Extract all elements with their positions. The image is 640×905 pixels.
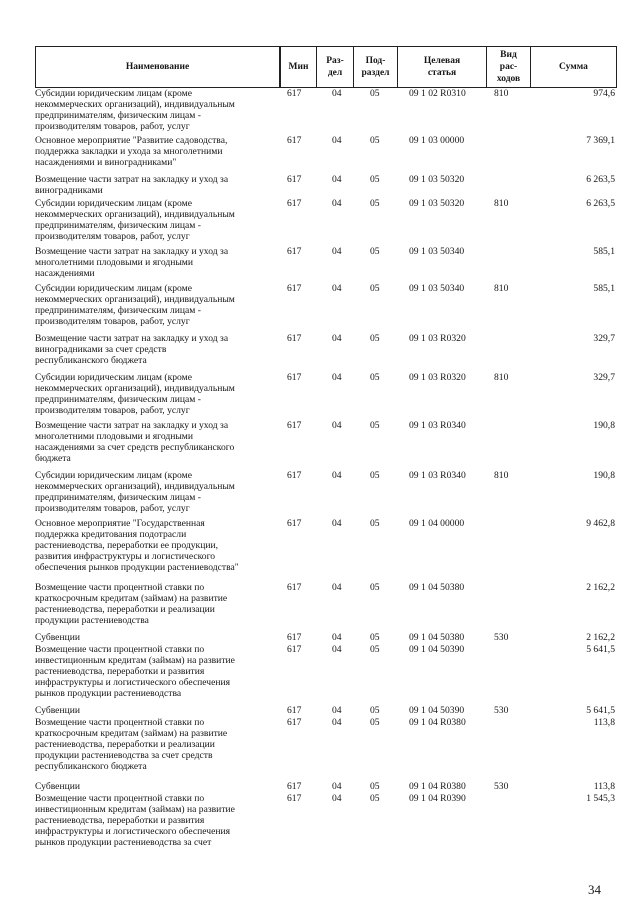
row-sum: 9 462,8 [586, 518, 615, 529]
row-vid: 810 [494, 198, 509, 209]
row-name-line: Основное мероприятие "Развитие садоводства, [35, 135, 228, 146]
row-sum: 2 162,2 [586, 582, 615, 593]
row-name-line: Возмещение части процентной ставки по [35, 793, 205, 804]
row-podrazdel: 05 [370, 174, 380, 185]
row-name [35, 470, 275, 514]
header-min: Мин [280, 46, 317, 88]
row-sum: 190,8 [593, 420, 615, 431]
row-target: 09 1 03 00000 [409, 135, 465, 146]
row-podrazdel: 05 [370, 420, 380, 431]
row-podrazdel: 05 [370, 372, 380, 383]
row-name-line: растениеводства, переработки и реализации [35, 739, 215, 751]
row-razdel: 04 [332, 246, 342, 257]
row-min: 617 [287, 582, 302, 593]
row-name-line: растениеводства, переработки ее продукции, [35, 540, 219, 552]
row-name-line: инфраструктуры и логистического обеспечения [35, 826, 231, 838]
row-razdel: 04 [332, 470, 342, 481]
row-name-line: обеспечения рынков продукции растениеводства" [35, 562, 239, 574]
row-razdel: 04 [332, 644, 342, 655]
row-name-line: бюджета [35, 453, 71, 465]
row-name-line: продукции растениеводства [35, 615, 149, 627]
row-name-line: Возмещение части процентной ставки по [35, 717, 205, 728]
row-name-line: многолетними плодовыми и ягодными [35, 257, 194, 269]
row-min: 617 [287, 793, 302, 804]
row-name [35, 717, 275, 772]
row-name-line: насаждениями и виноградниками" [35, 157, 177, 169]
row-razdel: 04 [332, 333, 342, 344]
row-name-line: продукции растениеводства за счет средств [35, 750, 213, 762]
row-target: 09 1 04 R0380 [409, 781, 466, 792]
row-name [35, 174, 275, 196]
row-name-line: краткосрочным кредитам (займам) на развитие [35, 728, 228, 740]
row-target: 09 1 03 R0320 [409, 333, 466, 344]
row-razdel: 04 [332, 372, 342, 383]
row-name-line: производителям товаров, работ, услуг [35, 405, 190, 417]
row-name-line: многолетними плодовыми и ягодными [35, 431, 194, 443]
row-sum: 7 369,1 [586, 135, 615, 146]
row-vid: 810 [494, 283, 509, 294]
row-target: 09 1 04 50380 [409, 582, 465, 593]
row-min: 617 [287, 632, 302, 643]
row-name-line: насаждениями [35, 268, 95, 280]
row-name [35, 135, 275, 168]
row-name-line: рынков продукции растениеводства за счет [35, 837, 212, 849]
row-name-line: насаждениями за счет средств республиканского [35, 442, 235, 454]
row-min: 617 [287, 420, 302, 431]
row-name-line: растениеводства, переработки и развития [35, 815, 205, 827]
row-razdel: 04 [332, 705, 342, 716]
row-name-line: производителям товаров, работ, услуг [35, 231, 190, 243]
row-name-line: производителям товаров, работ, услуг [35, 121, 190, 133]
row-podrazdel: 05 [370, 781, 380, 792]
row-name [35, 198, 275, 242]
row-name [35, 420, 275, 464]
row-name-line: Возмещение части затрат на закладку и уход за [35, 246, 229, 257]
row-min: 617 [287, 705, 302, 716]
row-name-line: виноградниками за счет средств [35, 344, 167, 356]
row-min: 617 [287, 135, 302, 146]
row-min: 617 [287, 88, 302, 99]
row-name-line: Субсидии юридическим лицам (кроме [35, 198, 192, 209]
row-target: 09 1 03 R0320 [409, 372, 466, 383]
row-name [35, 283, 275, 327]
row-vid: 810 [494, 470, 509, 481]
row-sum: 329,7 [593, 333, 615, 344]
row-razdel: 04 [332, 518, 342, 529]
row-sum: 1 545,3 [586, 793, 615, 804]
row-min: 617 [287, 174, 302, 185]
row-vid: 530 [494, 705, 509, 716]
row-min: 617 [287, 246, 302, 257]
row-name [35, 88, 275, 132]
row-min: 617 [287, 644, 302, 655]
row-sum: 6 263,5 [586, 174, 615, 185]
header-podrazdel: Под- раздел [353, 46, 398, 88]
row-podrazdel: 05 [370, 470, 380, 481]
row-name-line: республиканского бюджета [35, 355, 147, 367]
row-name-line: производителям товаров, работ, услуг [35, 503, 190, 515]
row-min: 617 [287, 198, 302, 209]
row-target: 09 1 03 50340 [409, 283, 465, 294]
row-name-line: Субвенции [35, 781, 80, 792]
row-sum: 6 263,5 [586, 198, 615, 209]
row-sum: 5 641,5 [586, 705, 615, 716]
row-podrazdel: 05 [370, 333, 380, 344]
row-podrazdel: 05 [370, 198, 380, 209]
row-razdel: 04 [332, 88, 342, 99]
row-podrazdel: 05 [370, 582, 380, 593]
row-name-line: Возмещение части затрат на закладку и уход за [35, 174, 229, 185]
row-target: 09 1 04 50390 [409, 705, 465, 716]
row-target: 09 1 04 00000 [409, 518, 465, 529]
row-podrazdel: 05 [370, 88, 380, 99]
row-min: 617 [287, 372, 302, 383]
page-number: 34 [588, 882, 601, 897]
row-name-line: Субвенции [35, 632, 80, 643]
row-target: 09 1 03 R0340 [409, 420, 466, 431]
row-name-line: поддержка закладки и ухода за многолетними [35, 146, 223, 158]
row-name-line: республиканского бюджета [35, 761, 147, 773]
row-razdel: 04 [332, 198, 342, 209]
row-sum: 974,6 [593, 88, 615, 99]
row-name-line: растениеводства, переработки и реализации [35, 604, 215, 616]
row-target: 09 1 04 R0380 [409, 717, 466, 728]
row-name-line: растениеводства, переработки и развития [35, 666, 205, 678]
row-name [35, 372, 275, 416]
header-target: Целевая статья [397, 46, 487, 88]
row-name-line: предпринимателям, физическим лицам - [35, 220, 201, 232]
row-target: 09 1 03 R0340 [409, 470, 466, 481]
row-podrazdel: 05 [370, 518, 380, 529]
row-name-line: некоммерческих организаций), индивидуальным [35, 481, 235, 493]
row-podrazdel: 05 [370, 632, 380, 643]
row-target: 09 1 04 R0390 [409, 793, 466, 804]
row-name-line: рынков продукции растениеводства [35, 688, 182, 700]
row-name-line: Субвенции [35, 705, 80, 716]
row-podrazdel: 05 [370, 705, 380, 716]
row-name-line: предпринимателям, физическим лицам - [35, 492, 201, 504]
row-name-line: некоммерческих организаций), индивидуальным [35, 209, 235, 221]
row-name [35, 705, 275, 716]
row-name-line: некоммерческих организаций), индивидуальным [35, 294, 235, 306]
row-min: 617 [287, 470, 302, 481]
row-name-line: инвестиционным кредитам (займам) на развитие [35, 655, 235, 667]
row-podrazdel: 05 [370, 793, 380, 804]
row-min: 617 [287, 333, 302, 344]
header-sum: Сумма [530, 46, 617, 88]
row-razdel: 04 [332, 135, 342, 146]
row-name-line: виноградниками [35, 185, 103, 197]
row-name [35, 333, 275, 366]
row-name-line: Субсидии юридическим лицам (кроме [35, 283, 192, 294]
row-name-line: краткосрочным кредитам (займам) на развитие [35, 593, 228, 605]
header-name: Наименование [35, 46, 280, 88]
row-name-line: предпринимателям, физическим лицам - [35, 305, 201, 317]
row-name-line: Возмещение части процентной ставки по [35, 644, 205, 655]
row-name-line: Возмещение части процентной ставки по [35, 582, 205, 593]
row-name [35, 793, 275, 848]
row-target: 09 1 03 50320 [409, 198, 465, 209]
row-razdel: 04 [332, 717, 342, 728]
header-razdel: Раз- дел [316, 46, 354, 88]
row-name-line: предпринимателям, физическим лицам - [35, 110, 201, 122]
row-razdel: 04 [332, 793, 342, 804]
row-name-line: Возмещение части затрат на закладку и уход за [35, 333, 229, 344]
row-name-line: инфраструктуры и логистического обеспечения [35, 677, 231, 689]
row-target: 09 1 03 50320 [409, 174, 465, 185]
row-sum: 585,1 [593, 246, 615, 257]
row-target: 09 1 03 50340 [409, 246, 465, 257]
row-vid: 810 [494, 88, 509, 99]
row-sum: 329,7 [593, 372, 615, 383]
row-name [35, 246, 275, 279]
row-target: 09 1 02 R0310 [409, 88, 466, 99]
row-name [35, 518, 275, 573]
row-name-line: Основное мероприятие "Государственная [35, 518, 205, 529]
header-vid: Вид рас- ходов [486, 46, 531, 88]
row-name-line: некоммерческих организаций), индивидуальным [35, 383, 235, 395]
row-sum: 113,8 [593, 781, 615, 792]
row-min: 617 [287, 283, 302, 294]
row-name-line: производителям товаров, работ, услуг [35, 316, 190, 328]
row-sum: 190,8 [593, 470, 615, 481]
row-name [35, 781, 275, 792]
row-razdel: 04 [332, 283, 342, 294]
row-name-line: инвестиционным кредитам (займам) на развитие [35, 804, 235, 816]
row-sum: 2 162,2 [586, 632, 615, 643]
row-min: 617 [287, 518, 302, 529]
row-name [35, 582, 275, 626]
row-sum: 113,8 [593, 717, 615, 728]
row-razdel: 04 [332, 174, 342, 185]
row-name-line: Возмещение части затрат на закладку и уход за [35, 420, 229, 431]
row-podrazdel: 05 [370, 717, 380, 728]
row-razdel: 04 [332, 781, 342, 792]
row-podrazdel: 05 [370, 283, 380, 294]
row-sum: 5 641,5 [586, 644, 615, 655]
row-razdel: 04 [332, 632, 342, 643]
row-name-line: Субсидии юридическим лицам (кроме [35, 372, 192, 383]
row-vid: 530 [494, 632, 509, 643]
row-name [35, 644, 275, 699]
row-name-line: поддержка кредитования подотрасли [35, 529, 187, 541]
row-sum: 585,1 [593, 283, 615, 294]
row-vid: 530 [494, 781, 509, 792]
row-name [35, 632, 275, 643]
row-name-line: предпринимателям, физическим лицам - [35, 394, 201, 406]
row-target: 09 1 04 50380 [409, 632, 465, 643]
row-name-line: некоммерческих организаций), индивидуальным [35, 99, 235, 111]
row-name-line: развития инфраструктуры и логистического [35, 551, 216, 563]
row-name-line: Субсидии юридическим лицам (кроме [35, 88, 192, 99]
row-podrazdel: 05 [370, 644, 380, 655]
row-podrazdel: 05 [370, 135, 380, 146]
row-razdel: 04 [332, 582, 342, 593]
row-podrazdel: 05 [370, 246, 380, 257]
row-razdel: 04 [332, 420, 342, 431]
row-min: 617 [287, 781, 302, 792]
row-name-line: Субсидии юридическим лицам (кроме [35, 470, 192, 481]
row-target: 09 1 04 50390 [409, 644, 465, 655]
row-min: 617 [287, 717, 302, 728]
row-vid: 810 [494, 372, 509, 383]
